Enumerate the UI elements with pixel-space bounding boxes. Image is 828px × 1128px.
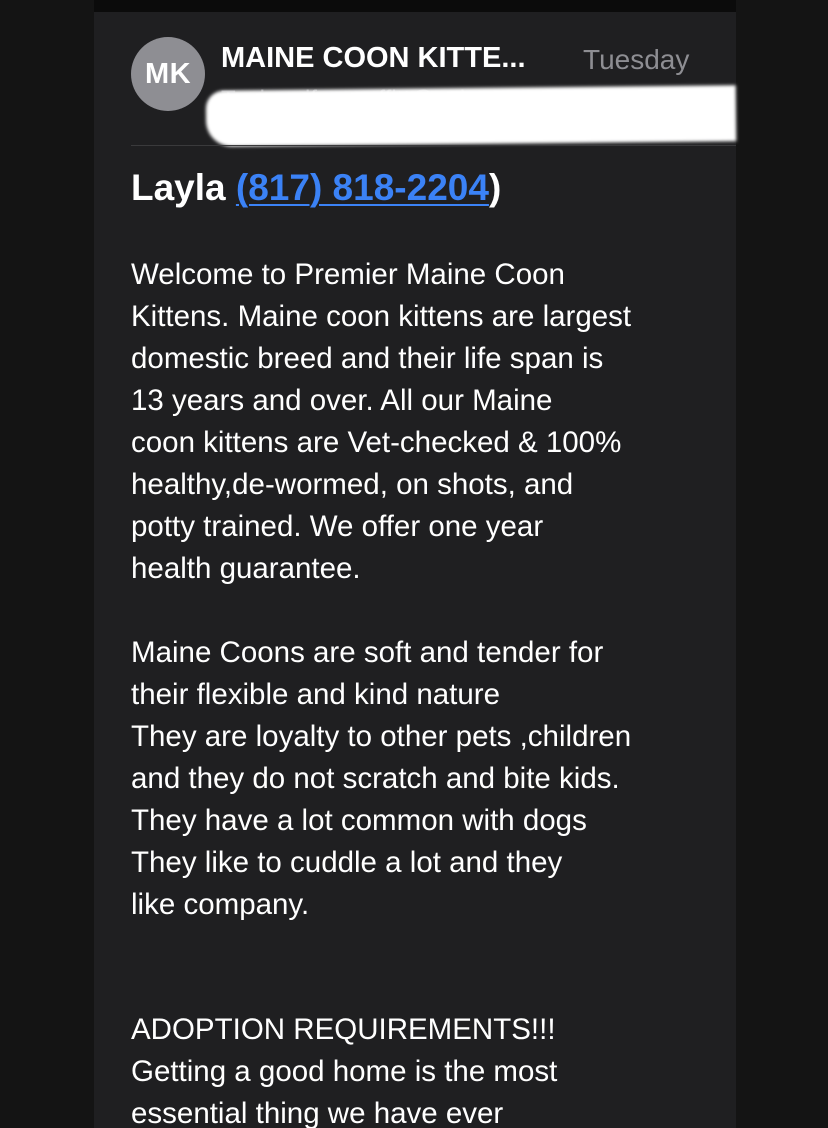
phone-link[interactable]: (817) 818-2204	[235, 167, 489, 208]
email-date: Tuesday	[583, 44, 690, 75]
body-line: ADOPTION REQUIREMENTS!!!	[131, 1013, 556, 1046]
body-line: and they do not scratch and bite kids.	[131, 762, 620, 795]
body-line: essential thing we have ever	[131, 1097, 504, 1128]
body-line: 13 years and over. All our Maine	[131, 384, 553, 417]
sender-avatar[interactable]: MK	[131, 37, 205, 111]
body-line: Getting a good home is the most	[131, 1055, 558, 1088]
sender-name[interactable]: MAINE COON KITTE...	[221, 42, 526, 74]
header-divider	[131, 145, 736, 146]
body-line: Welcome to Premier Maine Coon	[131, 258, 565, 291]
body-line: health guarantee.	[131, 552, 361, 585]
body-line: They like to cuddle a lot and they	[131, 846, 563, 879]
top-bar	[94, 0, 736, 12]
body-line: potty trained. We offer one year	[131, 510, 544, 543]
body-line: Kittens. Maine coon kittens are largest	[131, 300, 632, 333]
contact-line	[131, 167, 501, 209]
body-line: healthy,de-wormed, on shots, and	[131, 468, 574, 501]
body-line: coon kittens are Vet-checked & 100%	[131, 426, 622, 459]
body-line: their flexible and kind nature	[131, 678, 500, 711]
body-line: Maine Coons are soft and tender for	[131, 636, 604, 669]
body-line: They are loyalty to other pets ,children	[131, 720, 632, 753]
body-line: like company.	[131, 888, 310, 921]
closing-paren: )	[488, 167, 502, 208]
body-line: They have a lot common with dogs	[131, 804, 587, 837]
contact-name: Layla	[131, 167, 226, 208]
redaction-mark	[206, 85, 737, 147]
body-line: domestic breed and their life span is	[131, 342, 604, 375]
